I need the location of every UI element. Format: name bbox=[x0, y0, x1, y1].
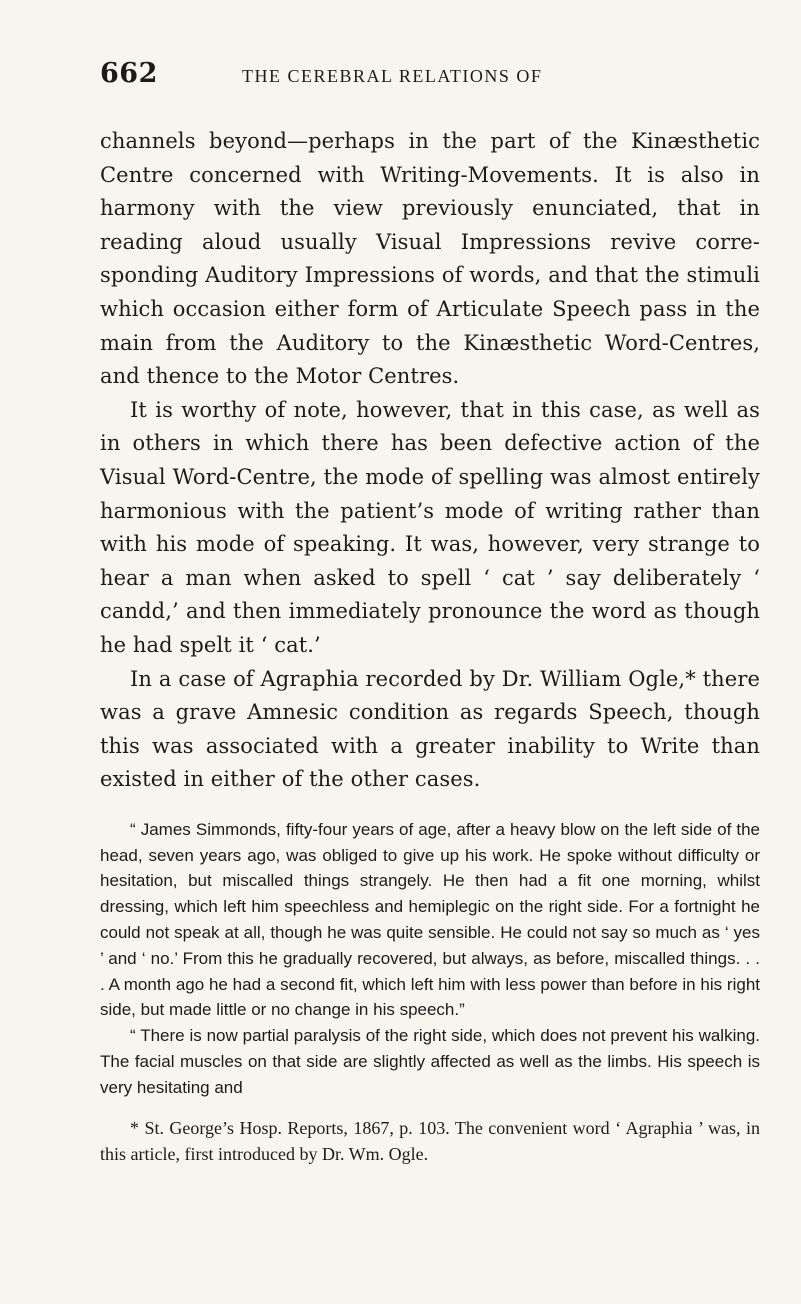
case-quotation bbox=[100, 817, 760, 1101]
paragraph-agraphia-case: In a case of Agraphia recorded by Dr. William Ogle,* there was a grave Amnesic condition as regards Speech, though this was associated with a greater inability to Write than existed in either of the other cases. bbox=[100, 666, 760, 792]
paragraph-continuation: channels beyond—perhaps in the part of the Kinæsthetic Centre concerned with Writing-Movements. It is also in harmony with the view previously enunciated, that in reading aloud usually Visual Impressions revive corre-sponding Auditory Impressions of words, and that the stimuli which occasion either form of Articulate Speech pass in the main from the Auditory to the Kinæsthetic Word-Centres, and thence to the Motor Centres. bbox=[100, 129, 760, 389]
page-number: 662 bbox=[100, 58, 158, 89]
body-text bbox=[100, 125, 760, 1167]
quote-paragraph-history: “ James Simmonds, fifty-four years of age, after a heavy blow on the left side of the head, seven years ago, was obliged to give up his work. He spoke without difficulty or hesitation, but miscalled things strangely. He then had a fit one morning, whilst dressing, which left him speechless and hemiplegic on the right side. For a fortnight he could not speak at all, though he was quite sensible. He could not say so much as ‘ yes ’ and ‘ no.’ From this he gradually recovered, but always, as before, miscalled things. . . . A month ago he had a second fit, which left him with less power than before in his right side, but made little or no change in his speech.” bbox=[100, 819, 760, 1020]
page-header bbox=[100, 58, 760, 98]
running-head: THE CEREBRAL RELATIONS OF bbox=[242, 66, 543, 86]
footnote: * St. George’s Hosp. Reports, 1867, p. 103. The convenient word ‘ Agraphia ’ was, in this article, first introduced by Dr. Wm. Ogle. bbox=[100, 1117, 760, 1164]
paragraph-spelling-note: It is worthy of note, however, that in this case, as well as in others in which there has been defective action of the Visual Word-Centre, the mode of spelling was almost entirely harmonious with the patient’s mode of writing rather than with his mode of speaking. It was, however, very strange to hear a man when asked to spell ‘ cat ’ say deliberately ‘ candd,’ and then immediately pronounce the word as though he had spelt it ‘ cat.’ bbox=[100, 397, 760, 657]
quote-paragraph-present-state: “ There is now partial paralysis of the right side, which does not prevent his walking. The facial muscles on that side are slightly affected as well as the limbs. His speech is very hesitating and bbox=[100, 1026, 760, 1097]
